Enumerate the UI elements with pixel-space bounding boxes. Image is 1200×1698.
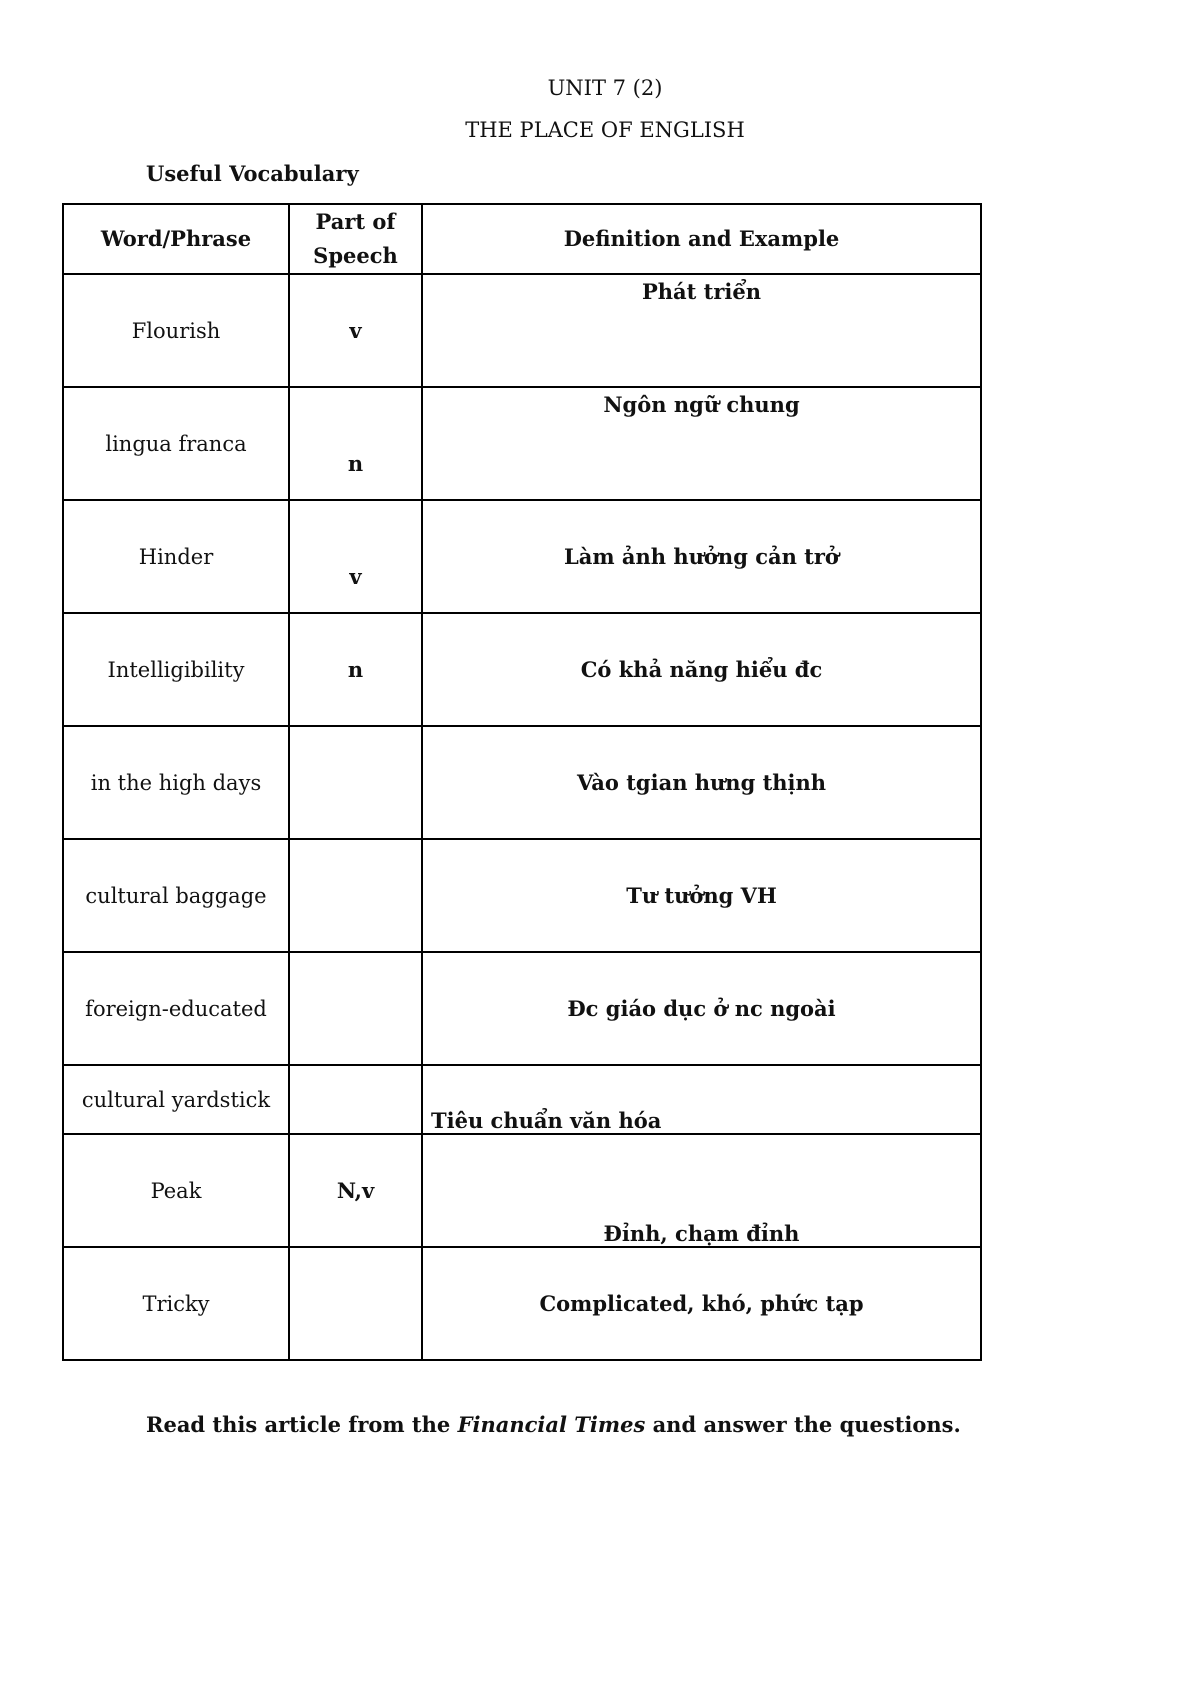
table-row	[63, 613, 981, 726]
word-cell: cultural baggage	[63, 839, 289, 952]
table-row	[63, 387, 981, 500]
pos-cell	[289, 1247, 422, 1360]
word-cell: foreign-educated	[63, 952, 289, 1065]
definition-cell: Complicated, khó, phức tạp	[422, 1247, 981, 1360]
pos-cell	[289, 839, 422, 952]
word-cell: cultural yardstick	[63, 1065, 289, 1134]
definition-cell: Đc giáo dục ở nc ngoài	[422, 952, 981, 1065]
pos-cell	[289, 1065, 422, 1134]
pos-cell	[289, 952, 422, 1065]
header-pos-line1: Part of	[315, 209, 396, 235]
instruction-after: and answer the questions.	[645, 1412, 961, 1437]
definition-cell: Tiêu chuẩn văn hóa	[422, 1065, 981, 1134]
word-cell: Flourish	[63, 274, 289, 387]
pos-cell	[289, 726, 422, 839]
definition-cell: Đỉnh, chạm đỉnh	[422, 1134, 981, 1247]
table-header-row	[63, 204, 981, 274]
pos-cell: v	[289, 274, 422, 387]
document-title: THE PLACE OF ENGLISH	[465, 118, 745, 142]
definition-cell: Ngôn ngữ chung	[422, 387, 981, 500]
pos-cell: n	[289, 613, 422, 726]
section-heading: Useful Vocabulary	[146, 161, 359, 186]
pos-cell: v	[289, 500, 422, 613]
word-cell: Intelligibility	[63, 613, 289, 726]
instruction-text	[146, 1412, 961, 1437]
table-row	[63, 952, 981, 1065]
instruction-before: Read this article from the	[146, 1412, 458, 1437]
definition-cell: Tư tưởng VH	[422, 839, 981, 952]
word-cell: Peak	[63, 1134, 289, 1247]
word-cell: in the high days	[63, 726, 289, 839]
definition-cell: Làm ảnh hưởng cản trở	[422, 500, 981, 613]
header-word: Word/Phrase	[63, 204, 289, 274]
header-pos-line2: Speech	[313, 243, 398, 268]
vocabulary-table	[62, 203, 982, 1361]
header-definition: Definition and Example	[422, 204, 981, 274]
pos-cell: N,v	[289, 1134, 422, 1247]
word-cell: Hinder	[63, 500, 289, 613]
table-row	[63, 500, 981, 613]
instruction-source: Financial Times	[457, 1412, 646, 1437]
definition-cell: Có khả năng hiểu đc	[422, 613, 981, 726]
pos-cell: n	[289, 387, 422, 500]
word-cell: lingua franca	[63, 387, 289, 500]
table-row	[63, 1134, 981, 1247]
table-row	[63, 1065, 981, 1134]
definition-cell: Phát triển	[422, 274, 981, 387]
header-part-of-speech	[289, 204, 422, 274]
table-row	[63, 726, 981, 839]
table-row	[63, 1247, 981, 1360]
word-cell: Tricky	[63, 1247, 289, 1360]
definition-cell: Vào tgian hưng thịnh	[422, 726, 981, 839]
table-row	[63, 839, 981, 952]
unit-title: UNIT 7 (2)	[547, 76, 663, 100]
table-row	[63, 274, 981, 387]
